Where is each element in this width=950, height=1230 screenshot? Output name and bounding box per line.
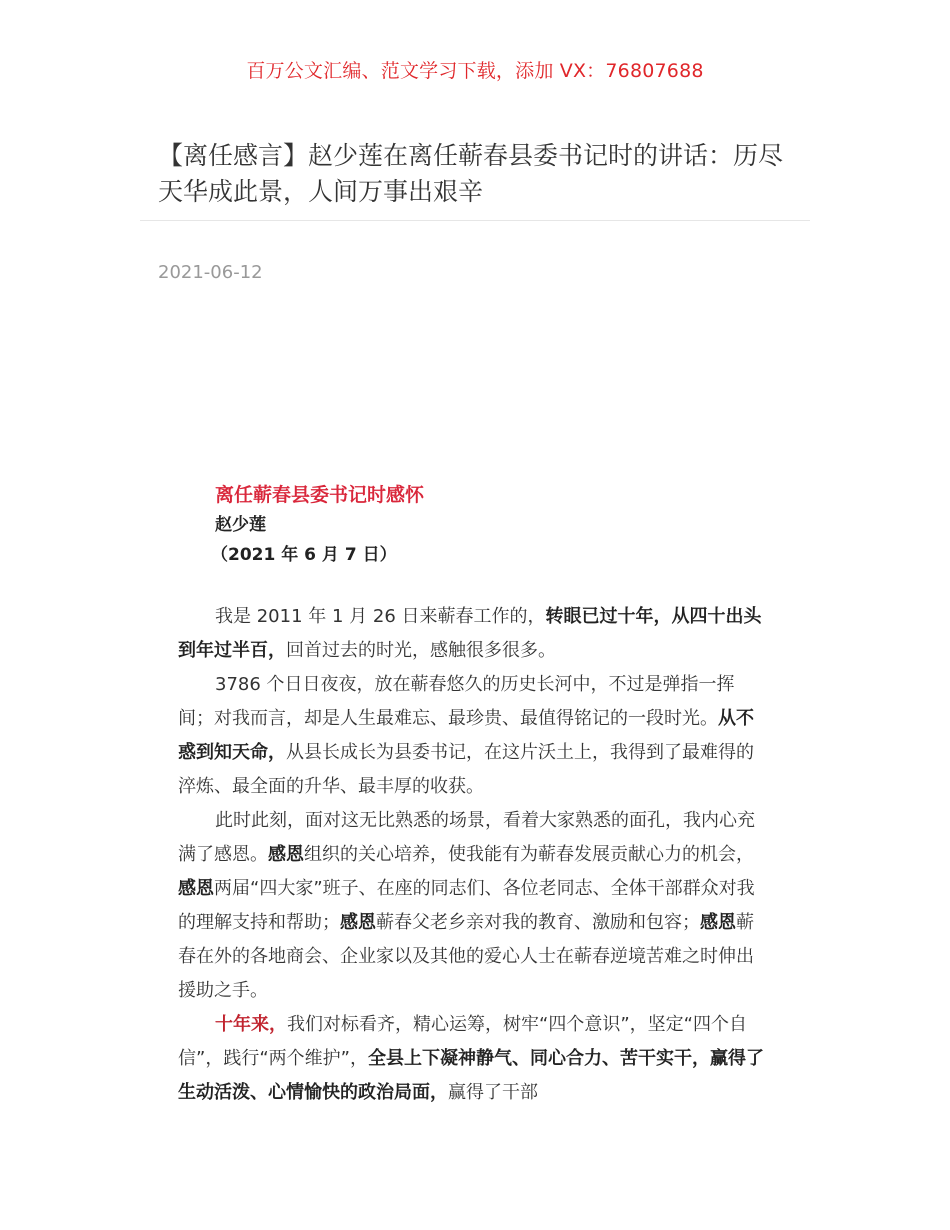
article-title: 【离任感言】赵少莲在离任蕲春县委书记时的讲话：历尽天华成此景，人间万事出艰辛 xyxy=(158,141,784,206)
text-run: 3786 个日日夜夜，放在蕲春悠久的历史长河中，不过是弹指一挥间；对我而言，却是人生最难忘、最珍贵、最值得铭记的一段时光。 xyxy=(178,674,735,729)
text-run: 回首过去的时光，感触很多很多。 xyxy=(286,640,556,661)
paragraph xyxy=(178,600,768,668)
text-run: 蕲春在外的各地商会、企业家以及其他的爱心人士在蕲春逆境苦难之时伸出援助之手。 xyxy=(178,912,754,1001)
speech-date: （2021 年 6 月 7 日） xyxy=(211,545,397,565)
title-divider xyxy=(140,220,810,221)
highlight-text: 十年来， xyxy=(215,1014,287,1035)
speech-header xyxy=(211,480,425,570)
text-run: 此时此刻，面对这无比熟悉的场景，看着大家熟悉的面孔，我内心充满了感恩。 xyxy=(178,810,755,865)
bold-text: 感恩 xyxy=(700,912,736,933)
bold-text: 全县上下凝神静气、同心合力、苦干实干，赢得了生动活泼、心情愉快的政治局面， xyxy=(178,1048,764,1103)
speech-author: 赵少莲 xyxy=(215,515,266,535)
paragraph xyxy=(178,804,768,1008)
text-run: 从县长成长为县委书记，在这片沃土上，我得到了最难得的淬炼、最全面的升华、最丰厚的收获。 xyxy=(178,742,754,797)
bold-text: 从不惑到知天命， xyxy=(178,708,754,763)
paragraph xyxy=(178,1008,768,1110)
speech-title: 离任蕲春县委书记时感怀 xyxy=(215,484,425,506)
text-run: 蕲春父老乡亲对我的教育、激励和包容； xyxy=(376,912,700,933)
bold-text: 转眼已过十年，从四十出头到年过半百， xyxy=(178,606,762,661)
text-run: 赢得了干部 xyxy=(448,1082,538,1103)
bold-text: 感恩 xyxy=(268,844,304,865)
text-run: 组织的关心培养，使我能有为蕲春发展贡献心力的机会， xyxy=(304,844,754,865)
article-body xyxy=(178,600,768,1110)
text-run: 两届“四大家”班子、在座的同志们、各位老同志、全体干部群众对我的理解支持和帮助； xyxy=(178,878,755,933)
paragraph xyxy=(178,668,768,804)
text-run: 我是 2011 年 1 月 26 日来蕲春工作的， xyxy=(215,606,546,627)
download-banner: 百万公文汇编、范文学习下载，添加 VX：76807688 xyxy=(246,60,704,82)
bold-text: 感恩 xyxy=(340,912,376,933)
text-run: 我们对标看齐，精心运筹，树牢“四个意识”，坚定“四个自信”，践行“两个维护”， xyxy=(178,1014,747,1069)
bold-text: 感恩 xyxy=(178,878,214,899)
publish-date: 2021-06-12 xyxy=(158,262,263,283)
